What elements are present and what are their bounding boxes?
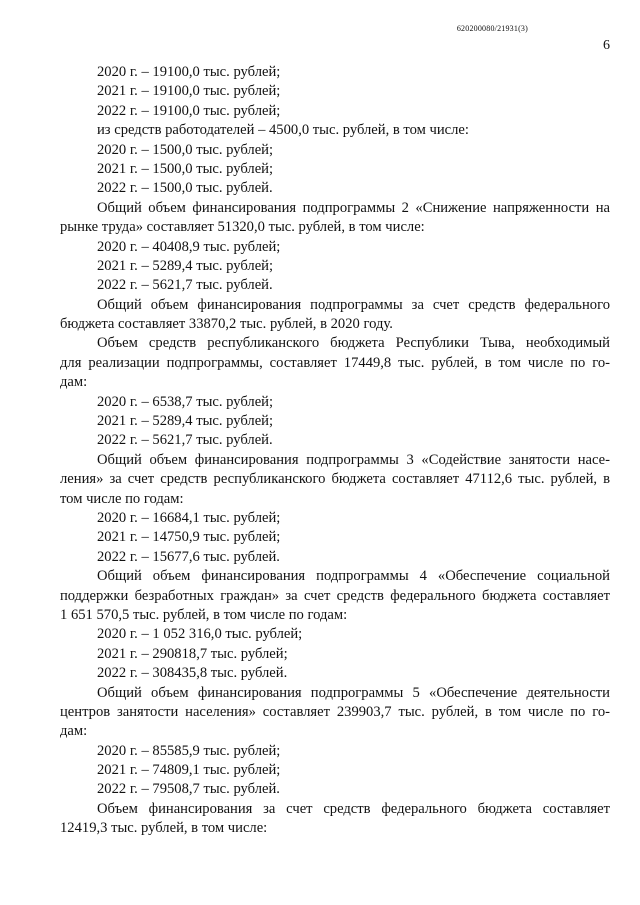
text-line: для реализации подпрограммы, составляет 17449,8 тыс. рублей, в том числе по го- — [60, 354, 610, 371]
text-line: Общий объем финансирования подпрограммы 2 «Снижение напряженности на — [97, 199, 610, 216]
text-line: 2020 г. – 85585,9 тыс. рублей; — [97, 742, 281, 759]
text-line: 2022 г. – 15677,6 тыс. рублей. — [97, 548, 280, 565]
text-line: 2020 г. – 1500,0 тыс. рублей; — [97, 141, 274, 158]
text-line: бюджета составляет 33870,2 тыс. рублей, в 2020 году. — [60, 316, 393, 333]
text-line: дам: — [60, 374, 88, 391]
text-line: 2022 г. – 5621,7 тыс. рублей. — [97, 277, 273, 294]
text-line: Объем финансирования за счет средств федерального бюджета составляет — [97, 800, 610, 817]
text-line: Общий объем финансирования подпрограммы 3 «Содействие занятости насе- — [97, 451, 610, 468]
text-line: 2021 г. – 290818,7 тыс. рублей; — [97, 645, 288, 662]
text-line: 2022 г. – 79508,7 тыс. рублей. — [97, 781, 280, 798]
text-line: 12419,3 тыс. рублей, в том числе: — [60, 820, 268, 837]
text-line: Общий объем финансирования подпрограммы за счет средств федерального — [97, 296, 610, 313]
page-number: 6 — [603, 38, 610, 53]
text-line: 2021 г. – 19100,0 тыс. рублей; — [97, 83, 281, 100]
text-line: 1 651 570,5 тыс. рублей, в том числе по годам: — [60, 606, 348, 623]
text-line: 2020 г. – 1 052 316,0 тыс. рублей; — [97, 626, 303, 643]
text-line: 2022 г. – 5621,7 тыс. рублей. — [97, 432, 273, 449]
text-line: 2021 г. – 5289,4 тыс. рублей; — [97, 257, 274, 274]
text-line: 2021 г. – 14750,9 тыс. рублей; — [97, 529, 281, 546]
text-line: рынке труда» составляет 51320,0 тыс. рублей, в том числе: — [60, 219, 425, 236]
document-code: 620200080/21931(3) — [456, 24, 528, 33]
text-line: 2021 г. – 1500,0 тыс. рублей; — [97, 160, 274, 177]
text-line: из средств работодателей – 4500,0 тыс. рублей, в том числе: — [97, 122, 469, 139]
text-line: 2022 г. – 19100,0 тыс. рублей; — [97, 102, 281, 119]
text-line: 2022 г. – 1500,0 тыс. рублей. — [97, 180, 273, 197]
text-line: Общий объем финансирования подпрограммы 4 «Обеспечение социальной — [97, 568, 610, 585]
text-line: 2020 г. – 6538,7 тыс. рублей; — [97, 393, 274, 410]
document-body — [60, 63, 610, 839]
text-line: том числе по годам: — [60, 490, 184, 507]
text-line: Общий объем финансирования подпрограммы 5 «Обеспечение деятельности — [97, 684, 610, 701]
text-line: дам: — [60, 723, 88, 740]
text-line: центров занятости населения» составляет 239903,7 тыс. рублей, в том числе по го- — [60, 703, 610, 720]
text-line: 2020 г. – 16684,1 тыс. рублей; — [97, 509, 281, 526]
text-line: поддержки безработных граждан» за счет средств федерального бюджета составляет — [60, 587, 610, 604]
text-line: Объем средств республиканского бюджета Республики Тыва, необходимый — [97, 335, 610, 352]
text-line: 2021 г. – 5289,4 тыс. рублей; — [97, 413, 274, 430]
text-line: 2022 г. – 308435,8 тыс. рублей. — [97, 665, 288, 682]
text-line: 2020 г. – 40408,9 тыс. рублей; — [97, 238, 281, 255]
text-line: ления» за счет средств республиканского бюджета составляет 47112,6 тыс. рублей, в — [60, 471, 610, 488]
text-line: 2020 г. – 19100,0 тыс. рублей; — [97, 64, 281, 80]
text-line: 2021 г. – 74809,1 тыс. рублей; — [97, 762, 281, 779]
